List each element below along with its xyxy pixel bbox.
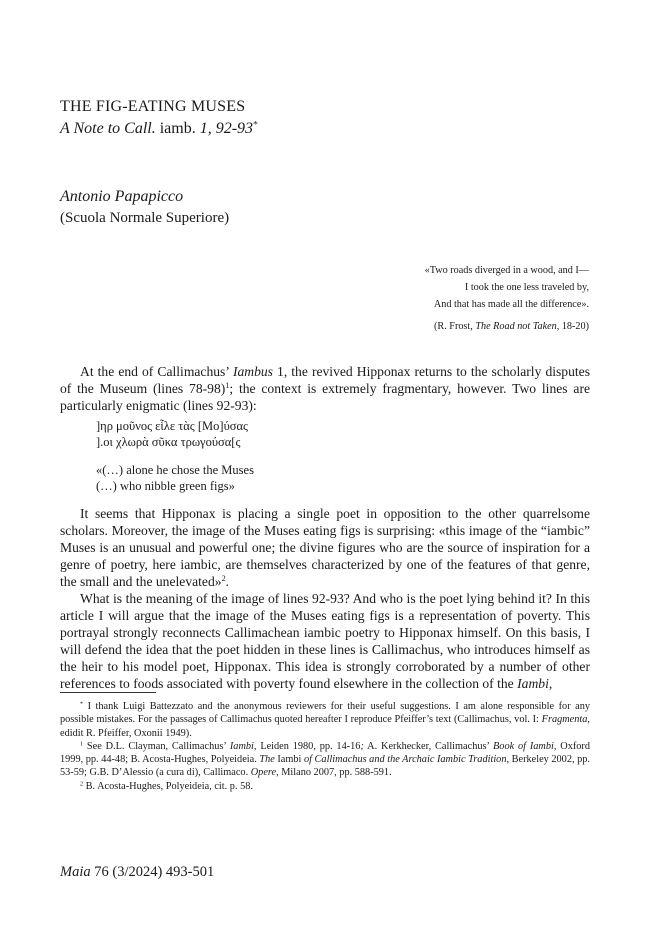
greek-quotation [96,419,248,450]
greek-line-93: ].οι χλωρὰ σῦκα τρωγούσα[ς [96,434,241,449]
footnote-1: $^1$ See D.L. Clayman, Callimachus’ Iambi, Leiden 1980, pp. 14-16; A. Kerkhecker, Callimachus’ Book of Iambi, Oxford 1999, pp. 44-48; B. Acosta-Hughes, Polyeideia. The Iambi of Callimachus and the Archaic Iambic Tradition, Berkeley 2002, pp. 53-59; G.B. D’Alessio (a cura di), Callimaco. Opere, Milano 2007, pp. 588-591. [60,740,591,779]
footnotes [60,700,590,793]
footnote-ref-2[interactable]: 2 [221,574,226,584]
epigraph-line: And that has made all the difference». [433,299,589,310]
epigraph [329,262,589,335]
author-name: Antonio Papapicco [60,188,184,205]
footnote-ref-1[interactable]: 1 [225,381,230,391]
footnote-separator [60,692,156,693]
footnote-star: * I thank Luigi Battezzato and the anonymous reviewers for their useful suggestions. I am alone responsible for any possible mistakes. For the passages of Callimachus quoted hereafter I reproduce Pfeiffer’s text (Callimachus, vol. I: Fragmenta, edidit R. Pfeiffer, Oxonii 1949). [60,700,590,739]
greek-line-92: ]ηρ μοῦνος εἷλε τὰς [Μο]ύσας [96,419,248,433]
article-subtitle: A Note to Call. iamb. 1, 92-93* [60,119,258,137]
epigraph-line: «Two roads diverged in a wood, and I— [424,265,589,276]
volume-pages: 76 (3/2024) 493-501 [90,864,215,880]
quotation-translation [96,463,254,494]
paragraph-3: What is the meaning of the image of lines 92-93? And who is the poet lying behind it? In this article I will argue that the image of the Muses eating figs is a representation of poverty. This portrayal strongly reconnects Callimachean iambic poetry to Hipponax himself. On this basis, I will defend the idea that the poet hidden in these lines is Callimachus, who introduces himself as the heir to his model poet, Hipponax. This idea is strongly corroborated by a number of other references to foods associated with poverty found elsewhere in the collection of the Iambi, [60,591,590,691]
footnote-marker-star[interactable]: * [253,119,258,131]
epigraph-citation: (R. Frost, The Road not Taken, 18-20) [434,321,589,332]
author-affiliation: (Scuola Normale Superiore) [60,210,230,226]
translation-line-93: (…) who nibble green figs» [96,478,235,493]
journal-name: Maia [60,864,91,880]
epigraph-line: I took the one less traveled by, [464,282,589,293]
paragraph-2: It seems that Hipponax is placing a single poet in opposition to the other quarrelsome scholars. Moreover, the image of the Muses eating figs is surprising: «this image of the “iambic” Muses is an unusual and powerful one; the divine figures who are the source of inspiration for a genre of poetry, here iambic, are themselves characterized by one of the features of that genre, the small and the unelevated»$^2$. [60,506,590,589]
paragraph-1: At the end of Callimachus’ Iambus 1, the revived Hipponax returns to the scholarly disputes of the Museum (lines 78-98)$^1$; the context is extremely fragmentary, however. Two lines are particularly enigmatic (lines 92-93): [60,364,591,413]
article-title: THE FIG-EATING MUSES [60,98,246,115]
journal-citation-footer [60,864,214,881]
footnote-2: $^2$ B. Acosta-Hughes, Polyeideia, cit. p. 58. [80,780,253,792]
translation-line-92: «(…) alone he chose the Muses [96,463,254,477]
